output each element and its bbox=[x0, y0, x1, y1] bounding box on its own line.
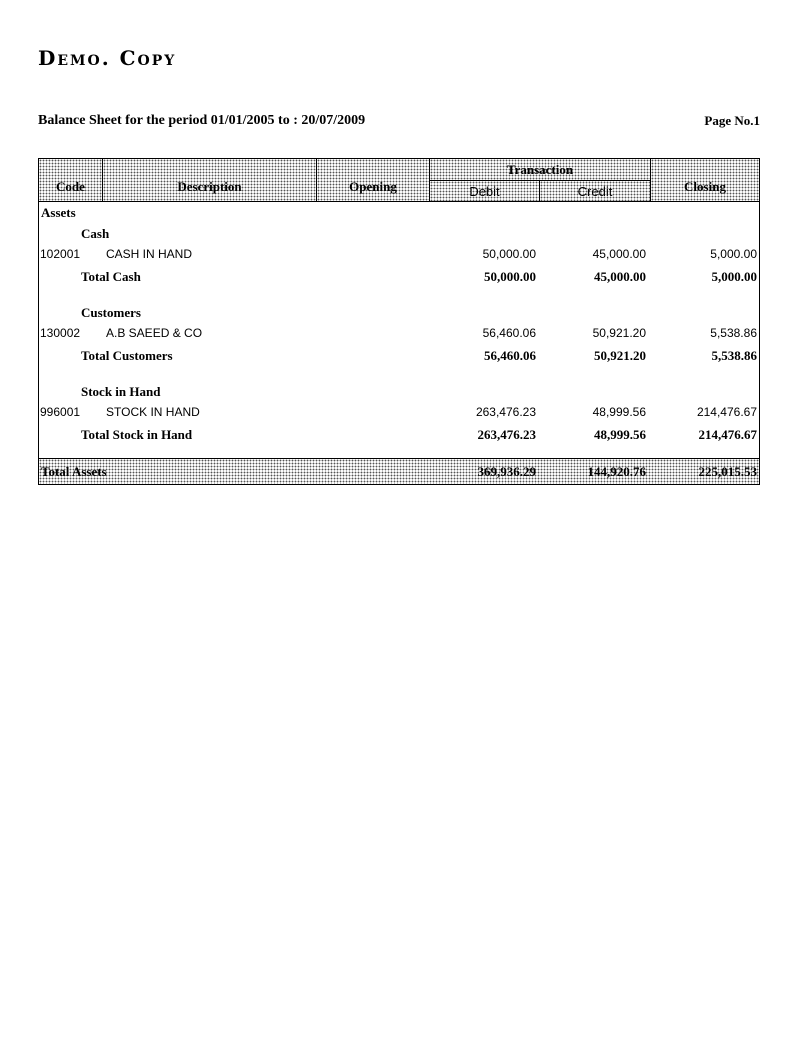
table-row bbox=[38, 326, 760, 344]
header-debit: Debit bbox=[430, 181, 540, 201]
total-debit: 50,000.00 bbox=[484, 269, 536, 284]
grand-total-credit: 144,920.76 bbox=[587, 464, 646, 479]
group-heading bbox=[38, 384, 760, 402]
grand-total-closing: 225,015.53 bbox=[698, 464, 757, 479]
account-description: A.B SAEED & CO bbox=[106, 326, 203, 340]
header-credit: Credit bbox=[540, 181, 651, 201]
debit-value: 56,460.06 bbox=[482, 326, 536, 340]
header-opening: Opening bbox=[317, 159, 430, 201]
page-number: Page No.1 bbox=[704, 113, 760, 128]
table-row bbox=[38, 247, 760, 265]
debit-value: 263,476.23 bbox=[475, 405, 536, 419]
account-code: 996001 bbox=[40, 405, 81, 419]
closing-value: 5,538.86 bbox=[710, 326, 757, 340]
header-transaction: Transaction bbox=[430, 159, 651, 181]
total-closing: 5,000.00 bbox=[711, 269, 757, 284]
grand-total-debit: 369,936.29 bbox=[477, 464, 536, 479]
table-row bbox=[38, 405, 760, 423]
account-description: CASH IN HAND bbox=[106, 247, 193, 261]
account-code: 102001 bbox=[40, 247, 81, 261]
report-title: Balance Sheet for the period 01/01/2005 to : 20/07/2009 bbox=[38, 113, 366, 128]
group-total-row bbox=[38, 348, 760, 366]
group-total-row bbox=[38, 269, 760, 287]
table-header bbox=[38, 158, 760, 202]
debit-value: 50,000.00 bbox=[482, 247, 536, 261]
section-label: Assets bbox=[41, 205, 76, 220]
account-code: 130002 bbox=[40, 326, 81, 340]
total-credit: 45,000.00 bbox=[594, 269, 646, 284]
closing-value: 5,000.00 bbox=[710, 247, 757, 261]
group-heading bbox=[38, 305, 760, 323]
total-label: Total Stock in Hand bbox=[81, 427, 193, 442]
total-debit: 56,460.06 bbox=[484, 348, 536, 363]
group-name: Stock in Hand bbox=[81, 384, 161, 399]
grand-total-row bbox=[38, 458, 760, 485]
watermark: Demo. Copy bbox=[38, 46, 177, 70]
section-heading bbox=[38, 205, 760, 223]
account-description: STOCK IN HAND bbox=[106, 405, 200, 419]
total-label: Total Customers bbox=[81, 348, 173, 363]
total-label: Total Cash bbox=[81, 269, 141, 284]
total-credit: 48,999.56 bbox=[594, 427, 646, 442]
credit-value: 45,000.00 bbox=[592, 247, 646, 261]
grand-total-label: Total Assets bbox=[41, 464, 107, 479]
group-name: Customers bbox=[81, 305, 141, 320]
total-closing: 5,538.86 bbox=[711, 348, 757, 363]
header-closing: Closing bbox=[651, 159, 759, 201]
header-description: Description bbox=[103, 159, 317, 201]
header-code: Code bbox=[39, 159, 103, 201]
group-heading bbox=[38, 226, 760, 244]
credit-value: 50,921.20 bbox=[592, 326, 646, 340]
group-name: Cash bbox=[81, 226, 110, 241]
group-total-row bbox=[38, 427, 760, 445]
credit-value: 48,999.56 bbox=[592, 405, 646, 419]
total-debit: 263,476.23 bbox=[477, 427, 536, 442]
total-closing: 214,476.67 bbox=[698, 427, 757, 442]
closing-value: 214,476.67 bbox=[696, 405, 757, 419]
total-credit: 50,921.20 bbox=[594, 348, 646, 363]
